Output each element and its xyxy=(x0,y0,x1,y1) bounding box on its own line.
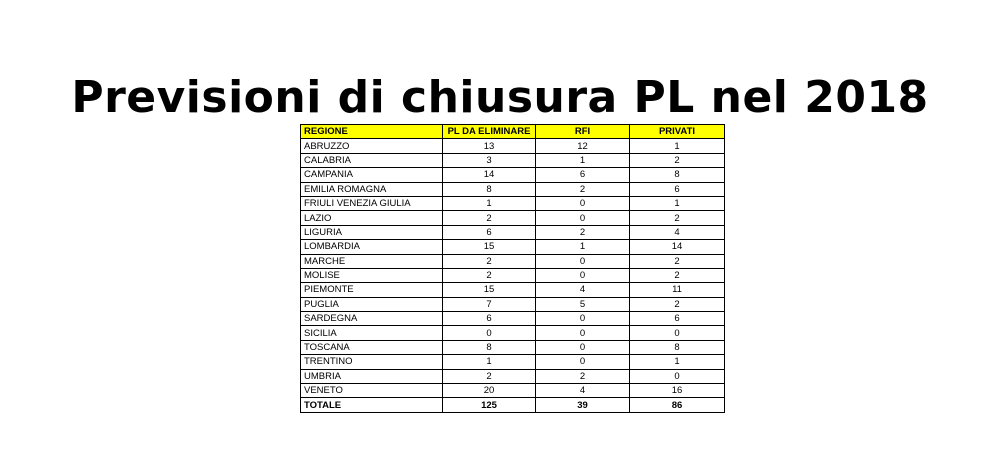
cell-rfi: 2 xyxy=(536,225,630,239)
cell-rfi: 0 xyxy=(536,312,630,326)
cell-privati: 2 xyxy=(630,254,725,268)
table-row xyxy=(301,139,725,153)
table-row xyxy=(301,268,725,282)
table-row xyxy=(301,182,725,196)
cell-rfi: 4 xyxy=(536,384,630,398)
header-pl-da-eliminare: PL DA ELIMINARE xyxy=(443,125,536,139)
cell-privati: 11 xyxy=(630,283,725,297)
table-row xyxy=(301,326,725,340)
cell-privati: 0 xyxy=(630,369,725,383)
cell-privati: 1 xyxy=(630,196,725,210)
cell-privati: 2 xyxy=(630,268,725,282)
cell-privati: 4 xyxy=(630,225,725,239)
cell-pl-da-eliminare: 6 xyxy=(443,312,536,326)
cell-regione: MARCHE xyxy=(301,254,443,268)
cell-rfi: 0 xyxy=(536,340,630,354)
cell-pl-da-eliminare: 0 xyxy=(443,326,536,340)
page-title: Previsioni di chiusura PL nel 2018 xyxy=(71,72,929,123)
cell-rfi: 0 xyxy=(536,196,630,210)
cell-privati: 16 xyxy=(630,384,725,398)
cell-pl-da-eliminare: 2 xyxy=(443,254,536,268)
header-privati: PRIVATI xyxy=(630,125,725,139)
table-row xyxy=(301,168,725,182)
cell-pl-da-eliminare: 2 xyxy=(443,268,536,282)
cell-regione: PIEMONTE xyxy=(301,283,443,297)
total-cell-regione: TOTALE xyxy=(301,398,443,412)
table-row xyxy=(301,340,725,354)
cell-regione: CAMPANIA xyxy=(301,168,443,182)
cell-rfi: 1 xyxy=(536,240,630,254)
cell-pl-da-eliminare: 7 xyxy=(443,297,536,311)
cell-rfi: 0 xyxy=(536,355,630,369)
cell-pl-da-eliminare: 3 xyxy=(443,153,536,167)
cell-rfi: 0 xyxy=(536,268,630,282)
cell-pl-da-eliminare: 14 xyxy=(443,168,536,182)
table-row xyxy=(301,153,725,167)
table-row xyxy=(301,240,725,254)
cell-rfi: 2 xyxy=(536,182,630,196)
table-row xyxy=(301,211,725,225)
cell-regione: FRIULI VENEZIA GIULIA xyxy=(301,196,443,210)
total-cell-rfi: 39 xyxy=(536,398,630,412)
cell-regione: EMILIA ROMAGNA xyxy=(301,182,443,196)
cell-rfi: 6 xyxy=(536,168,630,182)
cell-privati: 0 xyxy=(630,326,725,340)
cell-pl-da-eliminare: 1 xyxy=(443,196,536,210)
cell-privati: 6 xyxy=(630,312,725,326)
cell-privati: 2 xyxy=(630,153,725,167)
cell-regione: SARDEGNA xyxy=(301,312,443,326)
total-cell-privati: 86 xyxy=(630,398,725,412)
table-row xyxy=(301,297,725,311)
cell-privati: 8 xyxy=(630,340,725,354)
cell-regione: MOLISE xyxy=(301,268,443,282)
table-row xyxy=(301,196,725,210)
table-row xyxy=(301,283,725,297)
cell-regione: ABRUZZO xyxy=(301,139,443,153)
closures-table xyxy=(300,124,725,413)
cell-pl-da-eliminare: 2 xyxy=(443,211,536,225)
table-row xyxy=(301,369,725,383)
cell-pl-da-eliminare: 13 xyxy=(443,139,536,153)
cell-rfi: 2 xyxy=(536,369,630,383)
cell-privati: 14 xyxy=(630,240,725,254)
table-row xyxy=(301,312,725,326)
cell-rfi: 5 xyxy=(536,297,630,311)
table-header-row xyxy=(301,125,725,139)
total-cell-pl-da-eliminare: 125 xyxy=(443,398,536,412)
table-row xyxy=(301,225,725,239)
cell-pl-da-eliminare: 2 xyxy=(443,369,536,383)
table-row xyxy=(301,254,725,268)
cell-pl-da-eliminare: 15 xyxy=(443,283,536,297)
cell-regione: LAZIO xyxy=(301,211,443,225)
cell-regione: PUGLIA xyxy=(301,297,443,311)
cell-regione: TRENTINO xyxy=(301,355,443,369)
cell-regione: CALABRIA xyxy=(301,153,443,167)
cell-pl-da-eliminare: 6 xyxy=(443,225,536,239)
cell-pl-da-eliminare: 8 xyxy=(443,340,536,354)
cell-pl-da-eliminare: 20 xyxy=(443,384,536,398)
table-row xyxy=(301,384,725,398)
cell-pl-da-eliminare: 1 xyxy=(443,355,536,369)
header-rfi: RFI xyxy=(536,125,630,139)
cell-rfi: 0 xyxy=(536,211,630,225)
table-body xyxy=(301,139,725,412)
cell-regione: UMBRIA xyxy=(301,369,443,383)
cell-privati: 1 xyxy=(630,355,725,369)
cell-privati: 6 xyxy=(630,182,725,196)
cell-privati: 2 xyxy=(630,297,725,311)
table-row xyxy=(301,355,725,369)
header-regione: REGIONE xyxy=(301,125,443,139)
cell-rfi: 0 xyxy=(536,326,630,340)
cell-pl-da-eliminare: 8 xyxy=(443,182,536,196)
cell-regione: TOSCANA xyxy=(301,340,443,354)
cell-regione: SICILIA xyxy=(301,326,443,340)
cell-rfi: 12 xyxy=(536,139,630,153)
table-total-row xyxy=(301,398,725,412)
cell-pl-da-eliminare: 15 xyxy=(443,240,536,254)
cell-rfi: 1 xyxy=(536,153,630,167)
cell-regione: VENETO xyxy=(301,384,443,398)
cell-regione: LIGURIA xyxy=(301,225,443,239)
cell-privati: 1 xyxy=(630,139,725,153)
cell-rfi: 0 xyxy=(536,254,630,268)
cell-rfi: 4 xyxy=(536,283,630,297)
cell-privati: 2 xyxy=(630,211,725,225)
cell-regione: LOMBARDIA xyxy=(301,240,443,254)
cell-privati: 8 xyxy=(630,168,725,182)
